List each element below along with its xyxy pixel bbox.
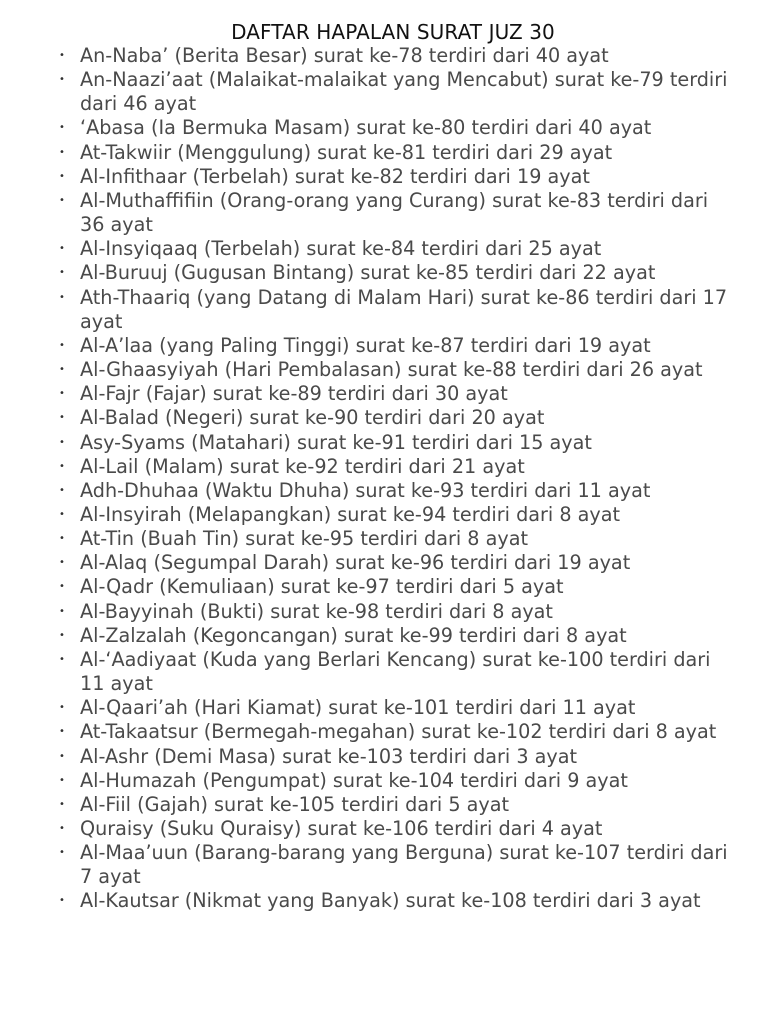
bullet-icon: • [59, 823, 65, 834]
list-item-text: At-Takaatsur (Bermegah-megahan) surat ke-102 terdiri dari 8 ayat [80, 720, 717, 744]
list-item [0, 406, 730, 430]
bullet-icon: • [59, 557, 65, 569]
list-item [0, 769, 730, 793]
list-item-text: At-Takwiir (Menggulung) surat ke-81 terdiri dari 29 ayat [80, 140, 613, 164]
bullet-icon: • [59, 146, 65, 158]
list-item-text: Al-Insyirah (Melapangkan) surat ke-94 terdiri dari 8 ayat [80, 502, 621, 526]
list-item [0, 696, 730, 720]
list-item-text: Asy-Syams (Matahari) surat ke-91 terdiri dari 15 ayat [80, 430, 592, 454]
list-item-text: Adh-Dhuhaa (Waktu Dhuha) surat ke-93 terdiri dari 11 ayat [80, 478, 651, 502]
bullet-icon: • [59, 436, 65, 448]
list-item [0, 745, 730, 769]
list-item-text: At-Tin (Buah Tin) surat ke-95 terdiri dari 8 ayat [80, 527, 528, 551]
bullet-icon: • [59, 653, 65, 665]
list-item [0, 189, 730, 237]
list-item-text: Al-Insyiqaaq (Terbelah) surat ke-84 terdiri dari 25 ayat [80, 237, 602, 261]
list-item-text: Al-Qadr (Kemuliaan) surat ke-97 terdiri dari 5 ayat [80, 575, 564, 599]
list-item [0, 479, 730, 503]
bullet-icon: • [59, 726, 65, 738]
list-item-text: ‘Abasa (Ia Bermuka Masam) surat ke-80 terdiri dari 40 ayat [80, 116, 652, 140]
list-item-text: An-Naazi’aat (Malaikat-malaikat yang Mencabut) surat ke-79 terdiri dari 46 ayat [80, 68, 728, 116]
list-item-text: Al-Muthaffifiin (Orang-orang yang Curang) surat ke-83 terdiri dari 36 ayat [80, 188, 709, 237]
bullet-icon: • [59, 484, 65, 496]
list-item [0, 600, 730, 624]
list-item-text: Ath-Thaariq (yang Datang di Malam Hari) surat ke-86 terdiri dari 17 ayat [80, 285, 728, 333]
bullet-icon: • [59, 581, 65, 593]
bullet-icon: • [59, 170, 65, 182]
page-title: DAFTAR HAPALAN SURAT JUZ 30 [231, 20, 555, 44]
bullet-icon: • [59, 895, 65, 907]
list-item-text: Al-Humazah (Pengumpat) surat ke-104 terdiri dari 9 ayat [80, 768, 628, 792]
list-item [0, 334, 730, 358]
bullet-icon: • [59, 243, 65, 255]
bullet-icon: • [59, 750, 65, 762]
bullet-icon: • [59, 267, 65, 279]
bullet-icon: • [59, 291, 65, 303]
list-item-text: Al-Lail (Malam) surat ke-92 terdiri dari 21 ayat [80, 454, 525, 478]
list-item [0, 889, 730, 913]
list-item-text: Al-Fajr (Fajar) surat ke-89 terdiri dari 30 ayat [80, 382, 508, 406]
list-item [0, 575, 730, 599]
list-item [0, 648, 730, 696]
bullet-icon: • [59, 629, 65, 641]
bullet-icon: • [59, 364, 65, 376]
bullet-icon: • [59, 122, 65, 134]
list-item-text: Al-Qaari’ah (Hari Kiamat) surat ke-101 terdiri dari 11 ayat [80, 696, 636, 720]
list-item [0, 44, 730, 68]
list-item-text: Al-Kautsar (Nikmat yang Banyak) surat ke-108 terdiri dari 3 ayat [80, 889, 701, 913]
bullet-icon: • [59, 460, 65, 472]
list-item [0, 527, 730, 551]
list-item-text: Al-Balad (Negeri) surat ke-90 terdiri dari 20 ayat [80, 406, 545, 430]
list-item [0, 141, 730, 165]
list-item-text: Al-Infithaar (Terbelah) surat ke-82 terdiri dari 19 ayat [80, 164, 590, 188]
list-item-text: Al-Maa’uun (Barang-barang yang Berguna) surat ke-107 terdiri dari 7 ayat [80, 841, 728, 889]
list-item-text: Al-Alaq (Segumpal Darah) surat ke-96 terdiri dari 19 ayat [80, 551, 631, 575]
list-item [0, 165, 730, 189]
list-item [0, 720, 730, 744]
bullet-icon: • [59, 847, 65, 859]
list-item [0, 68, 730, 116]
bullet-icon: • [59, 74, 65, 86]
list-item [0, 286, 730, 334]
bullet-icon: • [59, 798, 65, 810]
bullet-icon: • [59, 412, 65, 424]
surah-list [0, 44, 768, 914]
bullet-icon: • [59, 605, 65, 617]
bullet-icon: • [59, 533, 65, 545]
list-item [0, 116, 730, 140]
bullet-icon: • [59, 388, 65, 400]
list-item [0, 841, 730, 889]
bullet-icon: • [59, 194, 65, 206]
list-item [0, 358, 730, 382]
list-item [0, 455, 730, 479]
bullet-icon: • [59, 508, 65, 520]
list-item-text: Al-Fiil (Gajah) surat ke-105 terdiri dari 5 ayat [80, 792, 510, 816]
list-item-text: Al-A’laa (yang Paling Tinggi) surat ke-87 terdiri dari 19 ayat [80, 333, 651, 357]
list-item-text: Al-Zalzalah (Kegoncangan) surat ke-99 terdiri dari 8 ayat [80, 623, 627, 647]
list-item [0, 431, 730, 455]
bullet-icon: • [59, 339, 65, 351]
list-item [0, 551, 730, 575]
list-item-text: Al-Bayyinah (Bukti) surat ke-98 terdiri dari 8 ayat [80, 599, 553, 623]
list-item-text: An-Naba’ (Berita Besar) surat ke-78 terdiri dari 40 ayat [80, 44, 609, 67]
list-item-text: Al-Ashr (Demi Masa) surat ke-103 terdiri dari 3 ayat [80, 744, 578, 768]
list-item [0, 237, 730, 261]
list-item [0, 503, 730, 527]
list-item-text: Al-Ghaasyiyah (Hari Pembalasan) surat ke-88 terdiri dari 26 ayat [80, 358, 703, 382]
list-item [0, 382, 730, 406]
list-item-text: Al-Buruuj (Gugusan Bintang) surat ke-85 terdiri dari 22 ayat [80, 261, 656, 285]
bullet-icon: • [59, 702, 65, 714]
list-item [0, 793, 730, 817]
list-item [0, 624, 730, 648]
bullet-icon: • [59, 774, 65, 786]
list-item [0, 817, 730, 841]
list-item-text: Al-‘Aadiyaat (Kuda yang Berlari Kencang) surat ke-100 terdiri dari 11 ayat [80, 647, 711, 696]
bullet-icon: • [59, 50, 65, 61]
list-item [0, 261, 730, 285]
list-item-text: Quraisy (Suku Quraisy) surat ke-106 terdiri dari 4 ayat [80, 817, 603, 840]
